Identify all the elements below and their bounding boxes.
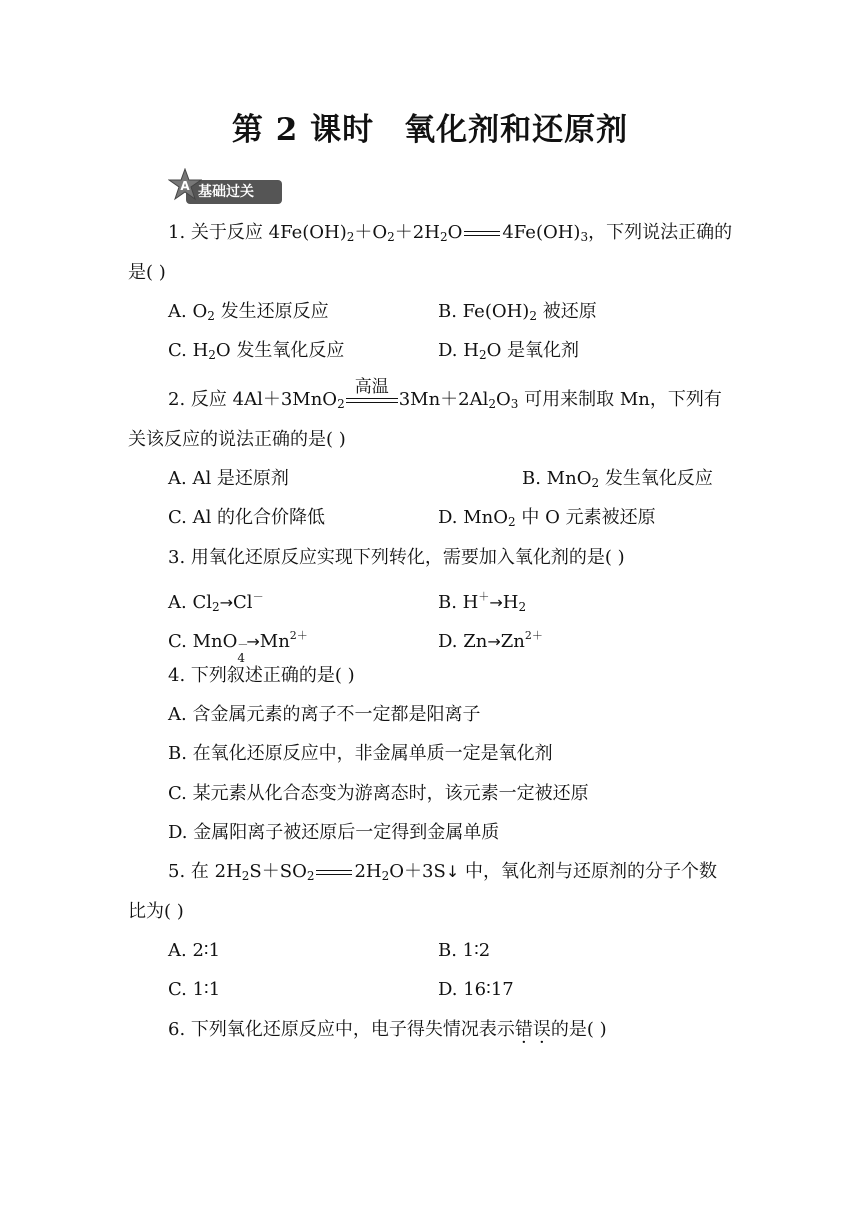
q3-option-a[interactable]: A. $Cl_2\to Cl^-$	[168, 590, 264, 614]
page-title	[0, 104, 860, 149]
q4-option-b[interactable]: B. 在氧化还原反应中，非金属单质一定是氧化剂	[168, 743, 553, 764]
down-arrow-icon: ↓	[445, 862, 460, 881]
question-6-stem: 6. 下列氧化还原反应中，电子得失情况表示错误的是( )	[168, 1019, 607, 1040]
q2-option-c[interactable]: C. Al 的化合价降低	[168, 507, 326, 528]
q5-option-b[interactable]: B. 1∶2	[438, 940, 491, 961]
arrow-icon: →	[219, 593, 234, 612]
question-1-stem: 1. 关于反应 $4Fe(OH)_2+O_2+2H_2O$ $4Fe(OH)_3$，下列说法正确的	[168, 222, 733, 244]
q3-option-c[interactable]: C. MnO － 4 $\to Mn^{2+}$	[168, 629, 308, 665]
q5-option-a[interactable]: A. 2∶1	[168, 940, 221, 961]
title-topic: 氧化剂和还原剂	[404, 112, 629, 148]
question-5-stem-cont: 比为( )	[128, 901, 184, 922]
q2-option-a[interactable]: A. Al 是还原剂	[168, 468, 289, 489]
arrow-icon: →	[487, 632, 501, 651]
q1-option-b[interactable]: B. $Fe(OH)_2$ 被还原	[438, 301, 597, 323]
question-3-stem: 3. 用氧化还原反应实现下列转化，需要加入氧化剂的是( )	[168, 547, 625, 568]
q1-option-c[interactable]: C. $H_2O$ 发生氧化反应	[168, 340, 345, 362]
q5-option-d[interactable]: D. 16∶17	[438, 979, 514, 1000]
q3-option-b[interactable]: B. $H^+\to H_2$	[438, 590, 527, 614]
arrow-icon: →	[246, 632, 260, 651]
equals-sign	[316, 870, 352, 875]
question-2-stem-cont: 关该反应的说法正确的是( )	[128, 429, 346, 450]
q5-option-c[interactable]: C. 1∶1	[168, 979, 221, 1000]
q2-option-d[interactable]: D. MnO$_2$ 中 O 元素被还原	[438, 507, 656, 529]
star-icon	[168, 168, 202, 202]
q4-option-c[interactable]: C. 某元素从化合态变为游离态时，该元素一定被还原	[168, 783, 589, 804]
question-1-stem-cont: 是( )	[128, 262, 166, 283]
title-lesson: 第 2 课时	[231, 112, 375, 148]
q3-option-d[interactable]: D. $Zn\to Zn^{2+}$	[438, 629, 543, 652]
emphasis-char: 误	[532, 1019, 551, 1040]
question-4-stem: 4. 下列叙述正确的是( )	[168, 665, 355, 686]
question-2-stem: 2. 反应 4Al＋3MnO$_2$ 高温 $3Mn+2Al_2O_3$ 可用来制取 Mn，下列有	[168, 376, 722, 411]
badge-star-letter: A	[180, 179, 190, 193]
q4-option-a[interactable]: A. 含金属元素的离子不一定都是阳离子	[168, 704, 481, 725]
q1-option-d[interactable]: D. $H_2O$ 是氧化剂	[438, 340, 580, 362]
q1-option-a[interactable]: A. $O_2$ 发生还原反应	[168, 301, 329, 323]
q2-option-b[interactable]: B. MnO$_2$ 发生氧化反应	[522, 468, 713, 490]
question-5-stem: 5. 在 $2H_2S+SO_2$ $2H_2O+3S↓$ 中，氧化剂与还原剂的分子个数	[168, 861, 717, 883]
badge-label: 基础过关	[186, 180, 282, 204]
section-badge	[168, 168, 288, 208]
emphasis-char: 错	[514, 1019, 533, 1040]
q4-option-d[interactable]: D. 金属阳离子被还原后一定得到金属单质	[168, 822, 500, 843]
equals-sign	[464, 231, 500, 236]
arrow-icon: →	[489, 593, 503, 612]
reaction-condition: 高温	[346, 398, 398, 403]
